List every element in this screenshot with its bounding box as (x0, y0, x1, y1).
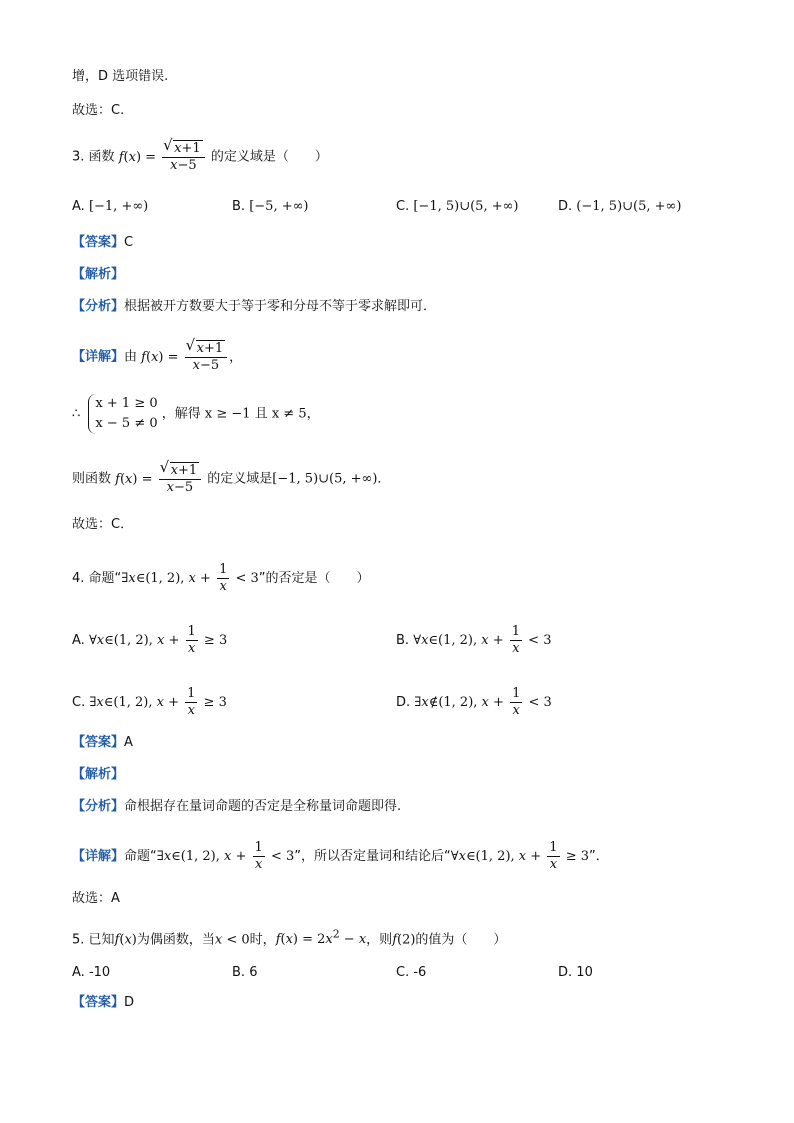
q3-system: ∴ x + 1 ≥ 0 x − 5 ≠ 0 ，解得 x ≥ −1 且 x ≠ 5， (72, 394, 320, 434)
q4-option-c: C. ∃x∈(1, 2), x + $\frac{1}{x}$ ≥ 3 (72, 686, 227, 718)
q3-fenxi: 【分析】根据被开方数要大于等于零和分母不等于零求解即可． (72, 299, 437, 314)
q4-option-d: D. ∃x∉(1, 2), x + $\frac{1}{x}$ < 3 (396, 686, 552, 718)
q3-choose: 故选：C． (72, 517, 134, 532)
q5-answer: 【答案】D (72, 995, 135, 1010)
q5-stem: 5. 已知f(x)为偶函数，当x < 0时，$f(x) = 2x^2 - x$，则f(2)的值为（ ） (72, 928, 507, 948)
q3-option-d: D. (−1, 5)∪(5, +∞) (558, 199, 682, 214)
q4-answer: 【答案】A (72, 735, 133, 750)
q3-xiangjie: 【详解】由 f(x) = √ $\frac{x+1}{x-5}$ ， (72, 340, 242, 374)
q4-fenxi: 【分析】命根据存在量词命题的否定是全称量词命题即得. (72, 799, 402, 814)
q3-formula: f(x) = √ $\frac{x+1}{x-5}$ (119, 150, 207, 165)
q3-option-b: B. [−5, +∞) (232, 199, 309, 214)
q4-option-b: B. ∀x∈(1, 2), x + $\frac{1}{x}$ < 3 (396, 624, 552, 656)
q3-answer: 【答案】C (72, 235, 134, 250)
q5-option-d: D. 10 (558, 965, 593, 980)
q3-stem (72, 140, 328, 174)
q3-analysis-tag: 【解析】 (72, 267, 125, 282)
q4-choose: 故选：A (72, 891, 120, 906)
q3-option-c: C. [−1, 5)∪(5, +∞) (396, 199, 519, 214)
intro-line-1: 增，D 选项错误. (72, 69, 169, 84)
q5-option-a: A. -10 (72, 965, 111, 980)
q4-analysis-tag: 【解析】 (72, 767, 125, 782)
q3-stem-prefix: 函数 (88, 149, 115, 165)
q5-option-b: B. 6 (232, 965, 258, 980)
q4-option-a: A. ∀x∈(1, 2), x + $\frac{1}{x}$ ≥ 3 (72, 624, 228, 656)
q5-option-c: C. -6 (396, 965, 427, 980)
q3-number: 3. (72, 149, 85, 165)
q4-stem: 4. 命题“∃x∈(1, 2), x + $\frac{1}{x}$ < 3”的否定是（ ） (72, 562, 370, 594)
q4-xiangjie: 【详解】命题“∃x∈(1, 2), x + $\frac{1}{x}$ < 3”，所以否定量词和结论后“∀x∈(1, 2), x + $\frac{1}{x}$ ≥ 3”． (72, 840, 609, 872)
q3-domain: 则函数 f(x) = √ $\frac{x+1}{x-5}$ 的定义域是[−1, 5)∪(5, +∞)． (72, 462, 390, 496)
intro-line-2: 故选：C. (72, 103, 125, 118)
q3-stem-suffix: 的定义域是（ ） (210, 149, 328, 165)
q3-option-a: A. [−1, +∞) (72, 199, 149, 214)
